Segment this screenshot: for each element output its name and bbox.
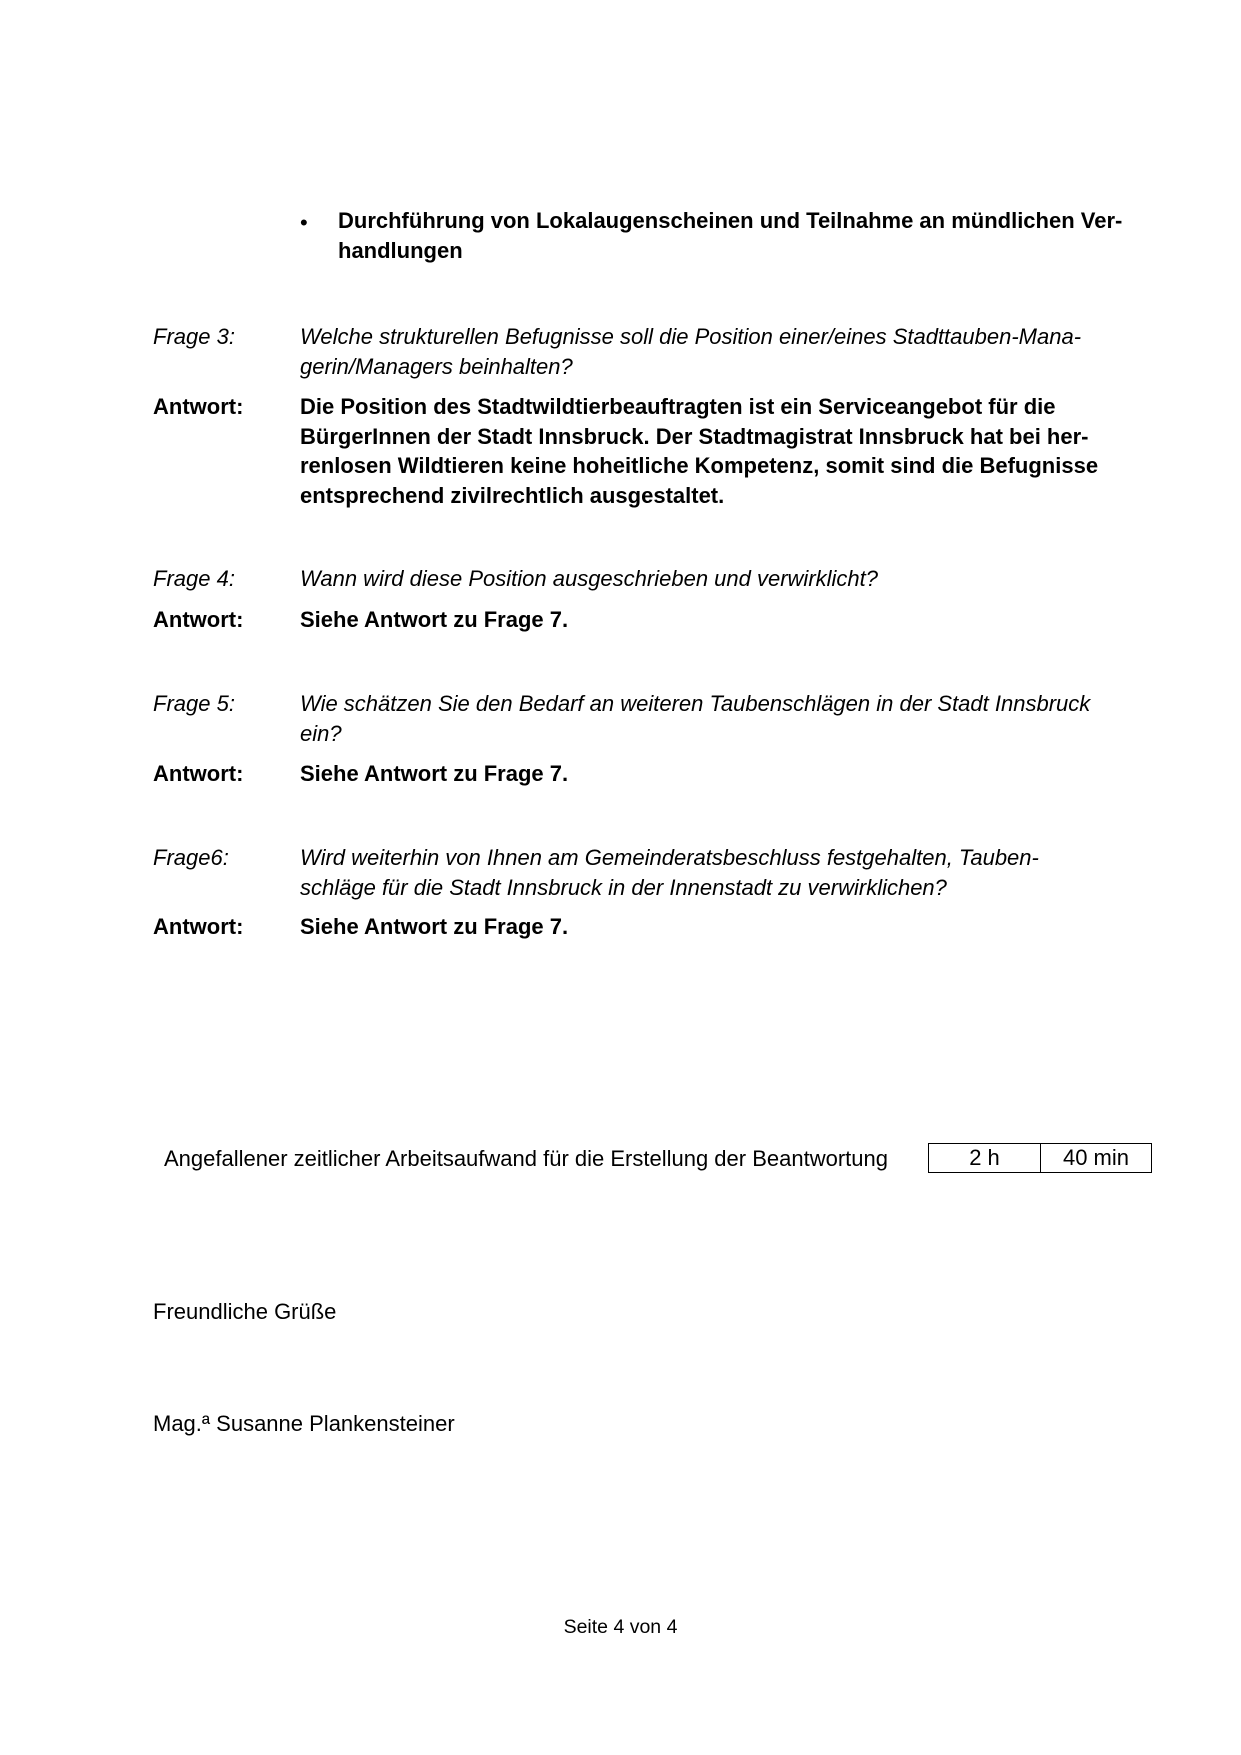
- question-5-line-2: ein?: [300, 720, 342, 746]
- question-text-4: [300, 564, 1155, 594]
- question-text-3: [300, 322, 1155, 381]
- answer-4-line-1: Siehe Antwort zu Frage 7.: [300, 607, 569, 632]
- signature-name: Mag.ª Susanne Plankensteiner: [153, 1411, 455, 1436]
- question-5-line-1: Wie schätzen Sie den Bedarf an weiteren Taubenschlägen in der Stadt Innsbruck: [300, 691, 1091, 716]
- bullet-marker: •: [300, 210, 308, 235]
- answer-text-6: [300, 912, 1155, 942]
- bullet-line-2: handlungen: [338, 237, 463, 263]
- answer-3-line-2: BürgerInnen der Stadt Innsbruck. Der Stadtmagistrat Innsbruck hat bei her-: [300, 423, 1089, 449]
- answer-text-5: [300, 759, 1155, 789]
- question-6-line-2: schläge für die Stadt Innsbruck in der Innenstadt zu verwirklichen?: [300, 874, 947, 900]
- question-text-6: [300, 843, 1155, 902]
- bullet-line-1: Durchführung von Lokalaugenscheinen und Teilnahme an mündlichen Ver-: [338, 208, 1123, 233]
- answer-text-4: [300, 605, 1155, 635]
- question-label-4: Frage 4:: [153, 566, 235, 591]
- answer-3-line-3: renlosen Wildtieren keine hoheitliche Kompetenz, somit sind die Befugnisse: [300, 453, 1099, 478]
- answer-label-6: Antwort:: [153, 914, 244, 939]
- answer-3-line-1: Die Position des Stadtwildtierbeauftragten ist ein Serviceangebot für die: [300, 394, 1056, 419]
- answer-text-3: [300, 392, 1155, 510]
- question-label-6: Frage6:: [153, 845, 229, 870]
- question-3-line-2: gerin/Managers beinhalten?: [300, 353, 573, 379]
- answer-label-3: Antwort:: [153, 394, 244, 419]
- effort-hours: 2 h: [929, 1144, 1041, 1173]
- question-6-line-1: Wird weiterhin von Ihnen am Gemeinderatsbeschluss festgehalten, Tauben-: [300, 845, 1039, 870]
- effort-table: [928, 1143, 1152, 1173]
- bullet-item-text: [338, 206, 1158, 265]
- effort-label: Angefallener zeitlicher Arbeitsaufwand für die Erstellung der Beantwortung: [164, 1146, 888, 1171]
- question-label-5: Frage 5:: [153, 691, 235, 716]
- answer-6-line-1: Siehe Antwort zu Frage 7.: [300, 914, 569, 939]
- page-number: Seite 4 von 4: [563, 1616, 678, 1638]
- answer-label-5: Antwort:: [153, 761, 244, 786]
- closing-greeting: Freundliche Grüße: [153, 1299, 337, 1324]
- answer-label-4: Antwort:: [153, 607, 244, 632]
- question-4-line-1: Wann wird diese Position ausgeschrieben und verwirklicht?: [300, 566, 879, 591]
- answer-5-line-1: Siehe Antwort zu Frage 7.: [300, 761, 569, 786]
- question-text-5: [300, 689, 1155, 748]
- answer-3-line-4: entsprechend zivilrechtlich ausgestaltet.: [300, 482, 725, 508]
- effort-minutes: 40 min: [1041, 1144, 1152, 1173]
- question-label-3: Frage 3:: [153, 324, 235, 349]
- question-3-line-1: Welche strukturellen Befugnisse soll die Position einer/eines Stadttauben-Mana-: [300, 324, 1082, 349]
